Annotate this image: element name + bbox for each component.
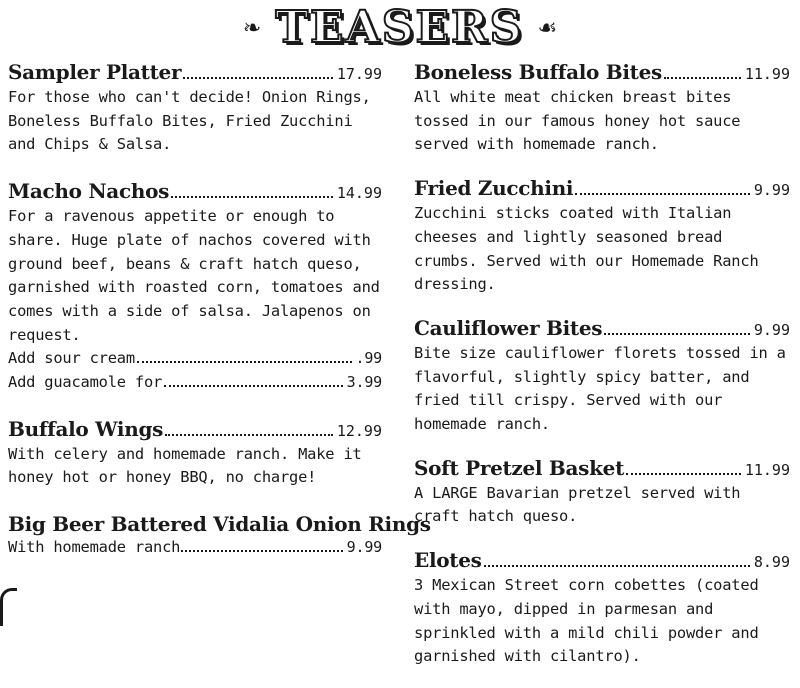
dot-leader bbox=[181, 550, 342, 552]
menu-item-header bbox=[8, 512, 431, 537]
dot-leader bbox=[626, 473, 741, 475]
menu-item-onion-rings bbox=[8, 512, 431, 560]
menu-item-description: All white meat chicken breast bites tossed in our famous honey hot sauce served with homemade ranch. bbox=[414, 88, 741, 154]
menu-item-header bbox=[414, 316, 790, 342]
menu-item-cauliflower-bites bbox=[414, 316, 790, 437]
menu-item-name: Big Beer Battered Vidalia Onion Rings bbox=[8, 512, 431, 537]
menu-item-sub-label: With homemade ranch bbox=[8, 538, 181, 557]
ornament-right-icon: ☙ bbox=[537, 15, 558, 41]
addon-price: .99 bbox=[355, 349, 382, 368]
menu-item-header bbox=[8, 417, 382, 443]
menu-item-fried-zucchini bbox=[414, 176, 790, 297]
dot-leader bbox=[604, 333, 750, 335]
menu-item-price: 11.99 bbox=[744, 65, 790, 83]
left-column bbox=[8, 60, 431, 582]
menu-item-elotes bbox=[414, 548, 790, 669]
menu-item-price: 9.99 bbox=[753, 181, 790, 200]
section-heading: TEASERS bbox=[275, 2, 524, 53]
dot-leader bbox=[664, 77, 741, 79]
dot-leader bbox=[164, 385, 343, 387]
addon-sour-cream bbox=[8, 347, 382, 371]
dot-leader bbox=[165, 434, 333, 436]
menu-item-description: Zucchini sticks coated with Italian cheeses and lightly seasoned bread crumbs. Served with our Homemade Ranch dressing. bbox=[414, 204, 759, 294]
menu-item-description: A LARGE Bavarian pretzel served with craft hatch queso. bbox=[414, 483, 741, 526]
menu-item-price: 17.99 bbox=[336, 65, 382, 83]
menu-item-name: Boneless Buffalo Bites bbox=[414, 60, 662, 84]
menu-item-price: 9.99 bbox=[346, 538, 382, 557]
menu-item-name: Elotes bbox=[414, 548, 482, 573]
menu-item-description: With celery and homemade ranch. Make it honey hot or honey BBQ, no charge! bbox=[8, 444, 362, 487]
menu-item-description: 3 Mexican Street corn cobettes (coated with mayo, dipped in parmesan and sprinkled with a mild chili powder and garnished with cilantro). bbox=[414, 576, 759, 666]
addon-label: Add guacamole for bbox=[8, 373, 163, 392]
menu-item-header bbox=[8, 60, 382, 86]
menu-item-price: 9.99 bbox=[753, 320, 790, 339]
menu-item-name: Soft Pretzel Basket bbox=[414, 455, 625, 480]
addon-price: 3.99 bbox=[346, 373, 382, 392]
menu-item-macho-nachos bbox=[8, 179, 382, 395]
page-corner-decoration bbox=[0, 588, 17, 626]
menu-item-buffalo-wings bbox=[8, 417, 382, 490]
dot-leader bbox=[171, 196, 333, 198]
menu-item-description: Bite size cauliflower florets tossed in a flavorful, slightly spicy batter, and fried till crispy. Served with our homemade ranch. bbox=[414, 343, 786, 434]
addon-label: Add sour cream bbox=[8, 349, 135, 368]
menu-item-price: 8.99 bbox=[753, 553, 790, 572]
menu-item-name: Buffalo Wings bbox=[8, 416, 164, 441]
menu-item-header bbox=[414, 176, 790, 202]
menu-item-soft-pretzel-basket bbox=[414, 456, 790, 529]
menu-item-name: Macho Nachos bbox=[8, 179, 170, 204]
menu-item-header bbox=[414, 548, 790, 574]
menu-item-header bbox=[414, 60, 790, 86]
dot-leader bbox=[484, 565, 750, 567]
menu-item-name: Sampler Platter bbox=[8, 60, 182, 84]
right-column bbox=[414, 60, 790, 688]
menu-item-price: 11.99 bbox=[744, 460, 790, 479]
dot-leader bbox=[575, 193, 750, 195]
menu-item-price: 12.99 bbox=[336, 421, 382, 440]
menu-item-header bbox=[414, 456, 790, 482]
addon-guacamole bbox=[8, 371, 382, 395]
menu-item-subline bbox=[8, 536, 382, 560]
menu-item-name: Fried Zucchini bbox=[414, 176, 574, 201]
menu-item-description: For those who can't decide! Onion Rings, Boneless Buffalo Bites, Fried Zucchini and Chips & Salsa. bbox=[8, 88, 371, 154]
menu-item-price: 14.99 bbox=[336, 184, 382, 203]
menu-item-header bbox=[8, 179, 382, 205]
menu-item-name: Cauliflower Bites bbox=[414, 315, 603, 340]
menu-item-sampler-platter bbox=[8, 60, 382, 157]
menu-item-boneless-buffalo-bites bbox=[414, 60, 790, 157]
menu-item-description: For a ravenous appetite or enough to share. Huge plate of nachos covered with ground beef, beans & craft hatch queso, garnished with roasted corn, tomatoes and comes with a side of salsa. Jalapenos on request. bbox=[8, 207, 380, 344]
ornament-left-icon: ❧ bbox=[242, 15, 262, 41]
menu-section-title bbox=[0, 0, 800, 56]
dot-leader bbox=[183, 77, 333, 79]
dot-leader bbox=[137, 361, 352, 363]
